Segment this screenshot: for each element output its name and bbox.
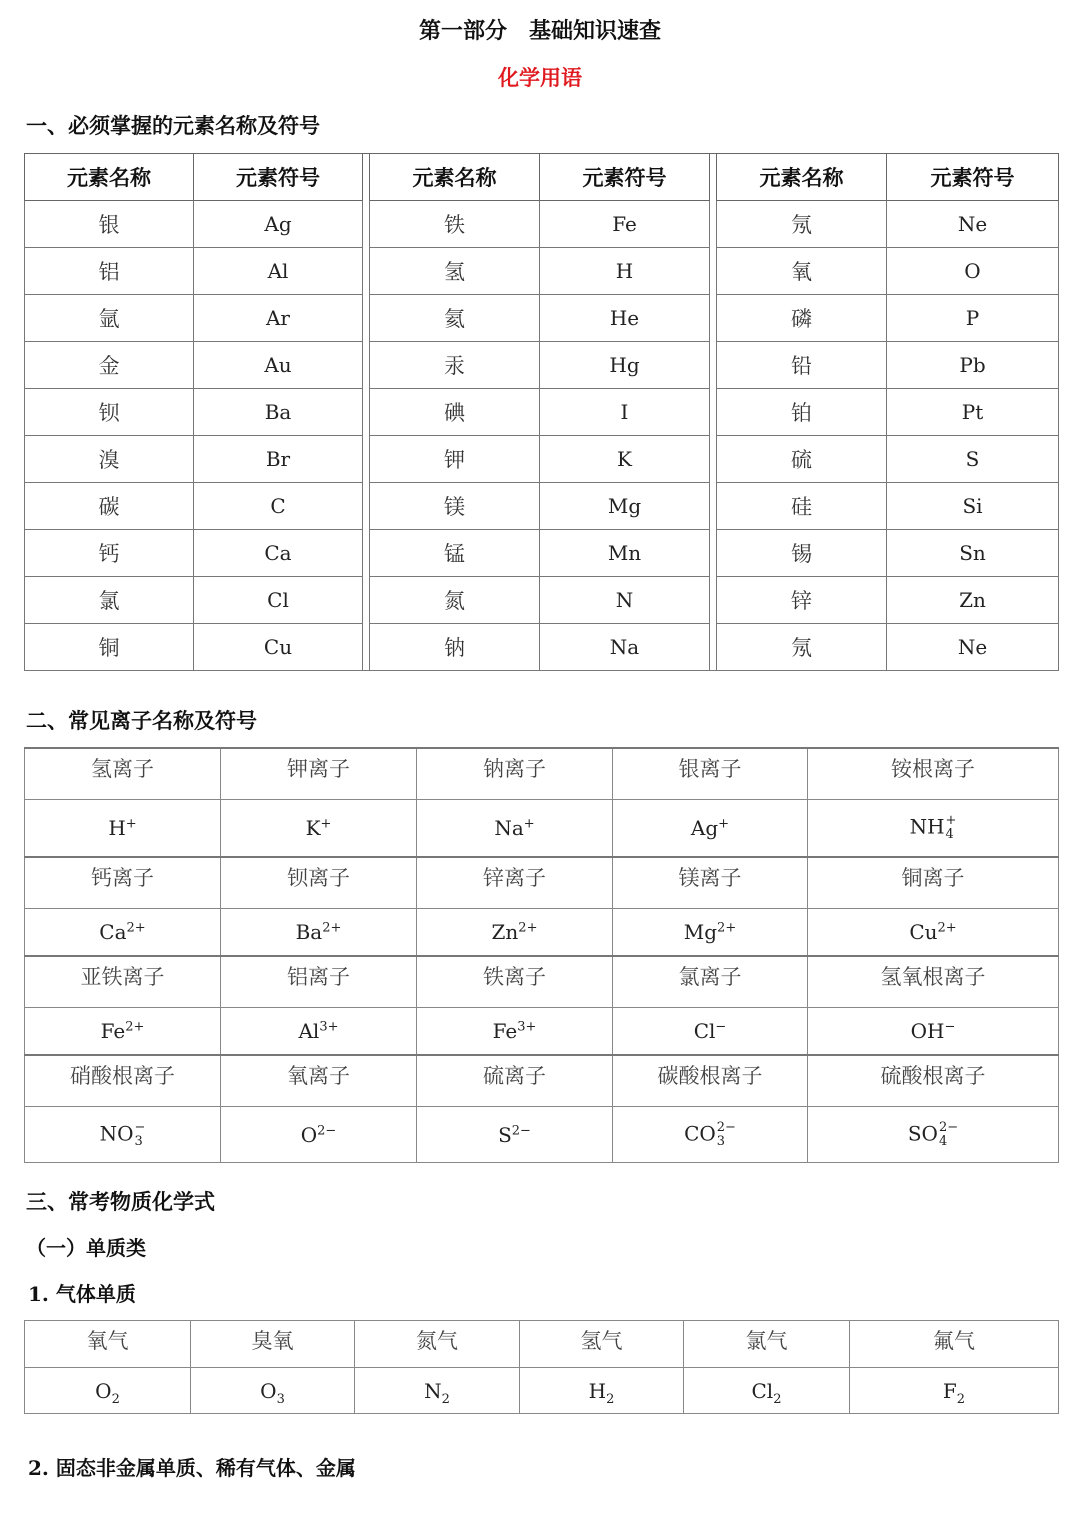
- column-separator: [710, 389, 717, 436]
- column-separator: [363, 389, 370, 436]
- ion-name: 镁离子: [613, 857, 808, 909]
- element-name: 铅: [717, 342, 887, 389]
- ion-symbol: [808, 800, 1059, 858]
- item2-text: 固态非金属单质、稀有气体、金属: [55, 1456, 356, 1480]
- column-separator: [710, 295, 717, 342]
- element-name: 氦: [370, 295, 540, 342]
- element-name: 碳: [25, 483, 194, 530]
- column-separator: [710, 342, 717, 389]
- table-row: [25, 248, 1059, 295]
- ion-charge: +: [945, 813, 957, 828]
- ion-symbol-base: Na: [494, 816, 524, 840]
- element-name: 铁: [370, 201, 540, 248]
- element-symbol: S: [887, 436, 1059, 483]
- ion-name: 氯离子: [613, 956, 808, 1008]
- ion-charge: 2+: [937, 920, 957, 936]
- ion-symbol-row: [25, 1008, 1059, 1056]
- ion-symbol: [221, 800, 417, 858]
- ion-subscript: 4: [945, 827, 954, 842]
- ion-name: 碳酸根离子: [613, 1055, 808, 1107]
- table-row: [25, 436, 1059, 483]
- element-name: 锌: [717, 577, 887, 624]
- item1-title: [28, 1278, 136, 1307]
- element-name: 氯: [25, 577, 194, 624]
- gas-formula-base: O: [95, 1378, 112, 1403]
- gas-name: 氢气: [520, 1321, 684, 1368]
- page-title: [0, 14, 1080, 45]
- column-separator: [363, 436, 370, 483]
- table-row: [25, 201, 1059, 248]
- element-name: 碘: [370, 389, 540, 436]
- column-separator: [710, 530, 717, 577]
- ion-symbol: [25, 1107, 221, 1163]
- gas-formula-subscript: 2: [606, 1391, 615, 1407]
- item1-text: 气体单质: [55, 1282, 136, 1306]
- ion-name-row: [25, 1055, 1059, 1107]
- ion-charge: 2+: [126, 920, 146, 936]
- ion-symbol-base: O: [300, 1122, 318, 1147]
- table-row: [25, 577, 1059, 624]
- element-symbol: Cu: [194, 624, 363, 671]
- ion-charge: 2−: [938, 1119, 959, 1135]
- ion-symbol: [613, 1107, 808, 1163]
- ion-symbol: [417, 800, 613, 858]
- ion-symbol-base: Fe: [100, 1019, 126, 1043]
- ion-symbol-base: Ca: [99, 920, 127, 944]
- ion-subscript: 3: [134, 1133, 143, 1149]
- element-symbol: Ne: [887, 201, 1059, 248]
- element-symbol: Br: [194, 436, 363, 483]
- ion-symbol-base: CO: [684, 1121, 716, 1145]
- gas-name: 氯气: [684, 1321, 850, 1368]
- element-symbol: Sn: [887, 530, 1059, 577]
- column-separator: [363, 154, 370, 201]
- ion-symbol-base: Mg: [683, 920, 718, 944]
- part-title: 基础知识速查: [529, 19, 662, 44]
- element-name: 氮: [370, 577, 540, 624]
- column-separator: [710, 154, 717, 201]
- element-symbol: P: [887, 295, 1059, 342]
- ion-name-row: [25, 748, 1059, 800]
- gas-formula-subscript: 2: [773, 1391, 782, 1407]
- ion-charge: −: [715, 1019, 727, 1035]
- ion-name: 硫离子: [417, 1055, 613, 1107]
- element-name: 钠: [370, 624, 540, 671]
- column-separator: [710, 248, 717, 295]
- gas-formula: [355, 1368, 520, 1414]
- element-symbol: K: [540, 436, 710, 483]
- gas-formula: [684, 1368, 850, 1414]
- ion-name: 亚铁离子: [25, 956, 221, 1008]
- ion-name: 钙离子: [25, 857, 221, 909]
- subtitle: 化学用语: [498, 66, 582, 90]
- ion-symbol-base: Zn: [491, 920, 519, 944]
- gas-formula-base: F: [942, 1378, 957, 1403]
- ion-symbol: [221, 909, 417, 957]
- ion-name: 铵根离子: [808, 748, 1059, 800]
- ion-charge: +: [320, 816, 332, 832]
- item2-title: [28, 1452, 356, 1481]
- ion-charge: 2+: [125, 1019, 145, 1035]
- element-symbol: Ne: [887, 624, 1059, 671]
- ion-symbol-base: Fe: [492, 1019, 518, 1043]
- ion-charge: 2+: [518, 920, 538, 936]
- ion-subscript: 4: [938, 1133, 948, 1149]
- ion-symbol: [25, 800, 221, 858]
- ion-symbol: [221, 1008, 417, 1056]
- gas-name: 氟气: [850, 1321, 1059, 1368]
- section3-heading: 三、常考物质化学式: [26, 1190, 215, 1214]
- element-name: 铝: [25, 248, 194, 295]
- element-symbol: I: [540, 389, 710, 436]
- column-separator: [363, 201, 370, 248]
- ion-symbol-base: S: [498, 1122, 512, 1147]
- ion-charge: −: [944, 1019, 956, 1035]
- ion-name: 铁离子: [417, 956, 613, 1008]
- gas-name-row: [25, 1321, 1059, 1368]
- element-name: 银: [25, 201, 194, 248]
- ion-charge: +: [125, 816, 137, 832]
- ion-name-row: [25, 857, 1059, 909]
- col-header-name: 元素名称: [370, 154, 540, 201]
- ion-symbol: [613, 800, 808, 858]
- gas-name: 氮气: [355, 1321, 520, 1368]
- ion-name: 硝酸根离子: [25, 1055, 221, 1107]
- ion-name: 铜离子: [808, 857, 1059, 909]
- element-symbol: Hg: [540, 342, 710, 389]
- subsection-elements: （一）单质类: [26, 1236, 146, 1260]
- ion-symbol: [25, 1008, 221, 1056]
- element-symbol: O: [887, 248, 1059, 295]
- element-name: 氖: [717, 624, 887, 671]
- ion-charge: 3+: [517, 1019, 537, 1035]
- gas-formula: [520, 1368, 684, 1414]
- element-symbol: Mg: [540, 483, 710, 530]
- ion-symbol-base: Ag: [690, 816, 719, 840]
- ion-symbol-row: [25, 1107, 1059, 1163]
- ion-name: 氢离子: [25, 748, 221, 800]
- column-separator: [363, 248, 370, 295]
- element-symbol: C: [194, 483, 363, 530]
- ion-charge: +: [523, 816, 535, 832]
- ion-name: 钠离子: [417, 748, 613, 800]
- element-symbol: Au: [194, 342, 363, 389]
- column-separator: [710, 436, 717, 483]
- ion-charge: −: [134, 1119, 146, 1135]
- element-symbol: Ba: [194, 389, 363, 436]
- column-separator: [363, 295, 370, 342]
- gas-formula-base: Cl: [751, 1378, 774, 1403]
- ion-symbol-base: Ba: [295, 920, 323, 944]
- ion-symbol-base: NO: [99, 1121, 134, 1145]
- ion-charge: 2−: [317, 1122, 337, 1138]
- ion-name: 氢氧根离子: [808, 956, 1059, 1008]
- element-symbol: Zn: [887, 577, 1059, 624]
- ion-symbol: [613, 909, 808, 957]
- table-row: [25, 530, 1059, 577]
- gas-formula-subscript: 2: [111, 1391, 120, 1407]
- element-name: 汞: [370, 342, 540, 389]
- element-symbol: Si: [887, 483, 1059, 530]
- element-name: 氖: [717, 201, 887, 248]
- col-header-symbol: 元素符号: [540, 154, 710, 201]
- column-separator: [363, 530, 370, 577]
- gas-formula-subscript: 2: [956, 1391, 966, 1407]
- ion-symbol: [417, 1008, 613, 1056]
- column-separator: [363, 577, 370, 624]
- column-separator: [363, 342, 370, 389]
- ion-symbol: [221, 1107, 417, 1163]
- element-symbol: Cl: [194, 577, 363, 624]
- element-symbol: H: [540, 248, 710, 295]
- column-separator: [710, 201, 717, 248]
- element-name: 硫: [717, 436, 887, 483]
- ion-charge: 2−: [716, 1119, 736, 1135]
- ion-symbol: [417, 909, 613, 957]
- gas-formula: [25, 1368, 191, 1414]
- element-symbol: Fe: [540, 201, 710, 248]
- ion-symbol-base: NH: [909, 814, 945, 839]
- ion-symbol-row: [25, 800, 1059, 858]
- table-row: [25, 342, 1059, 389]
- table-row: [25, 483, 1059, 530]
- column-separator: [363, 483, 370, 530]
- table-row: [25, 389, 1059, 436]
- section1-heading: 一、必须掌握的元素名称及符号: [26, 114, 320, 138]
- col-header-name: 元素名称: [25, 154, 194, 201]
- element-name: 铜: [25, 624, 194, 671]
- element-name: 镁: [370, 483, 540, 530]
- ion-name: 铝离子: [221, 956, 417, 1008]
- element-name: 金: [25, 342, 194, 389]
- ion-symbol-base: Cu: [909, 920, 938, 944]
- column-separator: [710, 624, 717, 671]
- ion-subscript: 3: [716, 1133, 726, 1149]
- element-symbol: Mn: [540, 530, 710, 577]
- col-header-symbol: 元素符号: [194, 154, 363, 201]
- gas-formula: [850, 1368, 1059, 1414]
- ion-symbol: [417, 1107, 613, 1163]
- ion-charge: 3+: [319, 1019, 339, 1035]
- gas-table: [24, 1320, 1059, 1414]
- gas-name: 臭氧: [191, 1321, 355, 1368]
- ion-name-row: [25, 956, 1059, 1008]
- section2-heading: 二、常见离子名称及符号: [26, 709, 257, 733]
- ion-charge: 2−: [511, 1122, 531, 1138]
- ion-symbol-base: SO: [907, 1121, 938, 1145]
- gas-formula-subscript: 2: [441, 1391, 450, 1407]
- col-header-name: 元素名称: [717, 154, 887, 201]
- element-name: 钙: [25, 530, 194, 577]
- element-name: 氧: [717, 248, 887, 295]
- ion-symbol: [808, 1107, 1059, 1163]
- col-header-symbol: 元素符号: [887, 154, 1059, 201]
- column-separator: [710, 483, 717, 530]
- element-symbol: Pt: [887, 389, 1059, 436]
- element-symbol: He: [540, 295, 710, 342]
- element-name: 氩: [25, 295, 194, 342]
- ion-charge: 2+: [717, 920, 737, 936]
- ion-symbol-row: [25, 909, 1059, 957]
- ions-table: [24, 747, 1059, 1163]
- ion-symbol: [808, 1008, 1059, 1056]
- element-name: 钡: [25, 389, 194, 436]
- column-separator: [710, 577, 717, 624]
- ion-name: 钾离子: [221, 748, 417, 800]
- ion-symbol-base: Cl: [693, 1019, 716, 1043]
- ion-symbol-base: Al: [298, 1019, 320, 1043]
- element-name: 氢: [370, 248, 540, 295]
- ion-name: 银离子: [613, 748, 808, 800]
- ion-charge: +: [718, 816, 730, 832]
- ion-symbol-base: OH: [910, 1019, 945, 1043]
- element-symbol: Na: [540, 624, 710, 671]
- element-name: 硅: [717, 483, 887, 530]
- gas-formula-subscript: 3: [276, 1391, 285, 1407]
- gas-formula-base: N: [424, 1378, 442, 1403]
- ion-symbol: [613, 1008, 808, 1056]
- element-name: 铂: [717, 389, 887, 436]
- item1-number: 1.: [28, 1282, 49, 1306]
- ion-symbol-base: H: [108, 816, 126, 840]
- element-symbol: Al: [194, 248, 363, 295]
- element-name: 钾: [370, 436, 540, 483]
- gas-name: 氧气: [25, 1321, 191, 1368]
- ion-name: 钡离子: [221, 857, 417, 909]
- element-symbol: N: [540, 577, 710, 624]
- element-symbol: Ca: [194, 530, 363, 577]
- element-symbol: Ag: [194, 201, 363, 248]
- item2-number: 2.: [28, 1456, 49, 1480]
- element-symbol: Ar: [194, 295, 363, 342]
- part-label: 第一部分: [418, 19, 507, 44]
- ion-name: 锌离子: [417, 857, 613, 909]
- elements-table: [24, 153, 1059, 671]
- table-row: [25, 295, 1059, 342]
- gas-formula-row: [25, 1368, 1059, 1414]
- ion-name: 硫酸根离子: [808, 1055, 1059, 1107]
- table-row: [25, 624, 1059, 671]
- element-name: 溴: [25, 436, 194, 483]
- element-name: 磷: [717, 295, 887, 342]
- column-separator: [363, 624, 370, 671]
- element-name: 锰: [370, 530, 540, 577]
- ion-symbol: [808, 909, 1059, 957]
- ion-name: 氧离子: [221, 1055, 417, 1107]
- ion-symbol-base: K: [305, 816, 321, 840]
- element-symbol: Pb: [887, 342, 1059, 389]
- ion-charge: 2+: [322, 920, 342, 936]
- gas-formula: [191, 1368, 355, 1414]
- gas-formula-base: H: [588, 1378, 607, 1403]
- ion-symbol: [25, 909, 221, 957]
- gas-formula-base: O: [260, 1378, 277, 1403]
- element-name: 锡: [717, 530, 887, 577]
